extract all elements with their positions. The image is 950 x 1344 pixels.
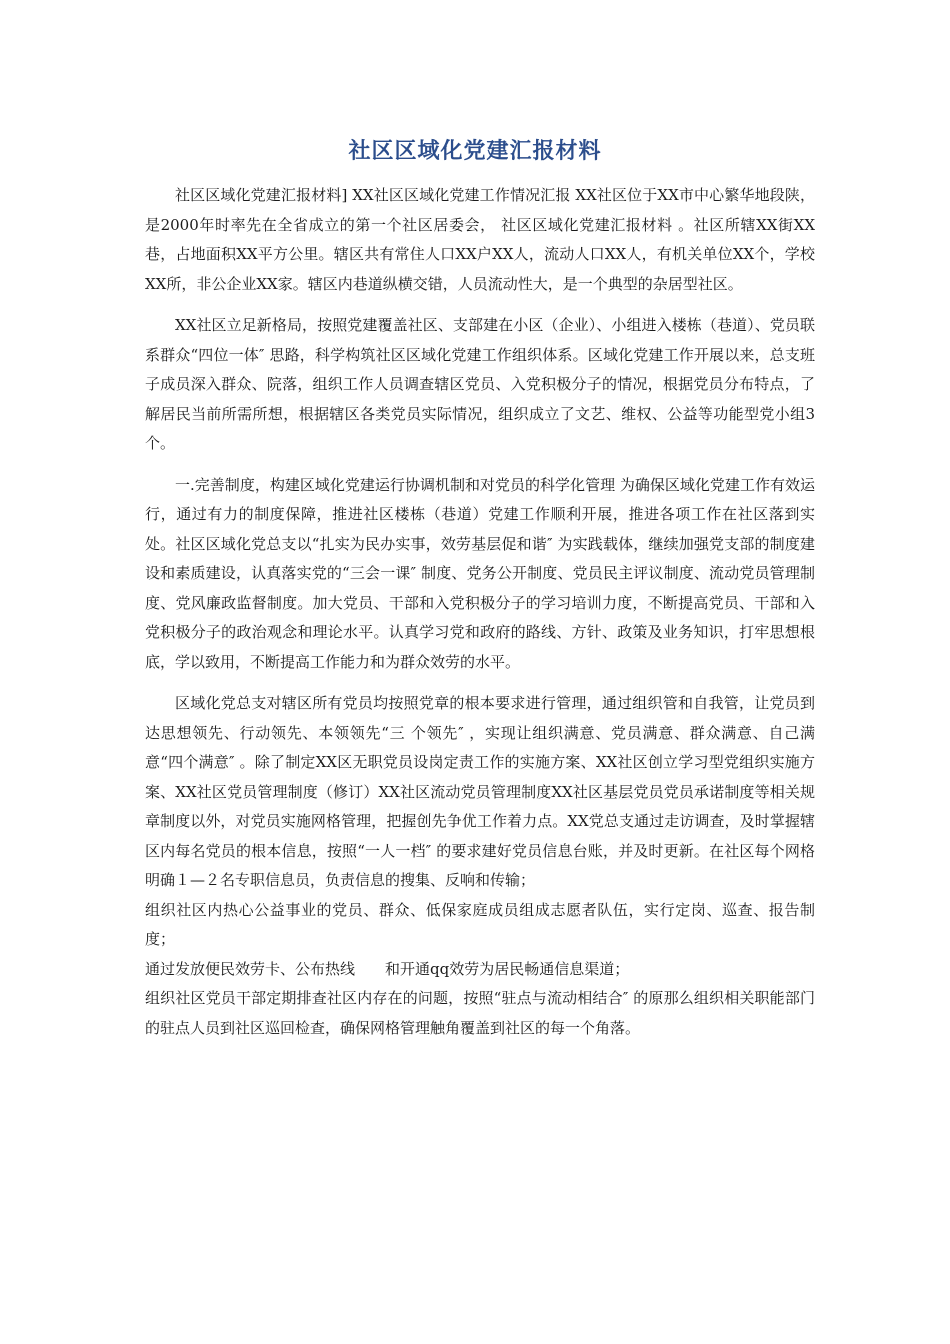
paragraph-organization: XX社区立足新格局，按照党建覆盖社区、支部建在小区（企业）、小组进入楼栋（巷道）、党员联系群众“四位一体″ 思路，科学构筑社区区域化党建工作组织体系。区域化党建工作开展以来，总支班子成员深入群众、院落，组织工作人员调查辖区党员、入党积极分子的情况，根据党员分布特点，了解居民当前所需所想，根据辖区各类党员实际情况，组织成立了文艺、维权、公益等功能型党小组3 个。 <box>145 316 815 452</box>
list-line-hotline: 通过发放便民效劳卡、公布热线 和开通qq效劳为居民畅通信息渠道； <box>145 959 630 978</box>
list-line-volunteers: 组织社区内热心公益事业的党员、群众、低保家庭成员组成志愿者队伍，实行定岗、巡查、报告制度； <box>145 900 815 948</box>
document-body <box>145 181 815 1043</box>
paragraph-management: 区域化党总支对辖区所有党员均按照党章的根本要求进行管理，通过组织管和自我管，让党员到达思想领先、行动领先、本领领先“三 个领先″ ，实现让组织满意、党员满意、群众满意、自己满意“四个满意″ 。除了制定XX区无职党员设岗定责工作的实施方案、XX社区创立学习型党组织实施方案、XX社区党员管理制度（修订）XX社区流动党员管理制度XX社区基层党员党员承诺制度等相关规章制度以外，对党员实施网格管理，把握创先争优工作着力点。XX党总支通过走访调查，及时掌握辖区内每名党员的根本信息，按照“一人一档″ 的要求建好党员信息台账，并及时更新。在社区每个网格明确１—２名专职信息员，负责信息的搜集、反响和传输； <box>145 694 815 889</box>
paragraph-intro: 社区区域化党建汇报材料] XX社区区域化党建工作情况汇报 XX社区位于XX市中心繁华地段陕，是2000年时率先在全省成立的第一个社区居委会， 社区区域化党建汇报材料 。社区所辖XX街XX巷，占地面积XX平方公里。辖区共有常住人口XX户XX人，流动人口XX人，有机关单位XX个，学校XX所，非公企业XX家。辖区内巷道纵横交错，人员流动性大，是一个典型的杂居型社区。 <box>145 186 815 293</box>
document-title: 社区区域化党建汇报材料 <box>348 139 602 164</box>
paragraph-system: 一.完善制度，构建区域化党建运行协调机制和对党员的科学化管理 为确保区域化党建工作有效运行，通过有力的制度保障，推进社区楼栋（巷道）党建工作顺利开展，推进各项工作在社区落到实处。社区区域化党总支以“扎实为民办实事，效劳基层促和谐″ 为实践载体，继续加强党支部的制度建设和素质建设，认真落实党的“三会一课″ 制度、党务公开制度、党员民主评议制度、流动党员管理制度、党风廉政监督制度。加大党员、干部和入党积极分子的学习培训力度，不断提高党员、干部和入党积极分子的政治观念和理论水平。认真学习党和政府的路线、方针、政策及业务知识，打牢思想根底，学以致用，不断提高工作能力和为群众效劳的水平。 <box>145 475 815 671</box>
list-line-inspection: 组织社区党员干部定期排查社区内存在的问题，按照“驻点与流动相结合″ 的原那么组织相关职能部门的驻点人员到社区巡回检查，确保网格管理触角覆盖到社区的每一个角落。 <box>145 989 815 1037</box>
